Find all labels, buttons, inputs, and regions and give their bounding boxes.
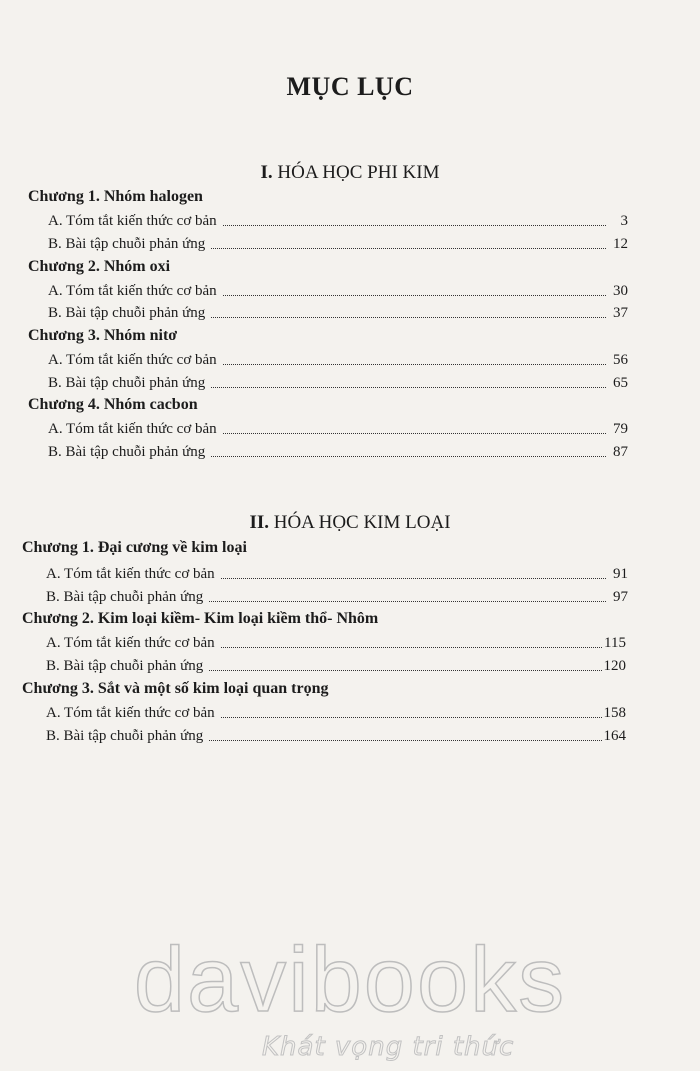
entry-label: A. Tóm tắt kiến thức cơ bản: [46, 566, 215, 582]
page-title: MỤC LỤC: [286, 72, 414, 101]
entry-label: A. Tóm tắt kiến thức cơ bản: [48, 421, 217, 437]
entry-label: B. Bài tập chuỗi phản ứng: [48, 444, 206, 460]
part-name: HÓA HỌC KIM LOẠI: [273, 512, 451, 533]
page-number: 12: [613, 236, 628, 252]
leader-dots: [209, 669, 601, 671]
page-number: 37: [613, 305, 628, 321]
toc-entry[interactable]: [48, 236, 628, 253]
toc-entry[interactable]: [46, 566, 628, 583]
part-roman: II.: [249, 512, 269, 533]
leader-dots: [211, 455, 606, 457]
chapter-heading: Chương 1. Đại cương về kim loại: [22, 539, 247, 556]
page-number: 65: [613, 375, 628, 391]
toc-entry[interactable]: [48, 305, 628, 322]
page-number: 97: [613, 589, 628, 605]
chapter-heading: Chương 2. Nhóm oxi: [28, 258, 171, 275]
toc-entry[interactable]: [48, 213, 628, 230]
chapter-heading: Chương 3. Sắt và một số kim loại quan trọng: [22, 680, 329, 697]
toc-entry[interactable]: [48, 352, 628, 369]
page-number: 56: [613, 352, 628, 368]
entry-label: A. Tóm tắt kiến thức cơ bản: [46, 635, 215, 651]
davibooks-watermark-logo: davibooks: [133, 929, 567, 1031]
part-title-2: [0, 512, 700, 534]
toc-entry[interactable]: [46, 635, 626, 652]
leader-dots: [223, 432, 606, 434]
page-number: 120: [603, 658, 626, 674]
page-number: 79: [613, 421, 628, 437]
leader-dots: [221, 716, 602, 718]
leader-dots: [223, 224, 606, 226]
toc-entry[interactable]: [46, 728, 626, 745]
watermark-slogan: Khát vọng tri thức: [262, 1032, 515, 1062]
leader-dots: [211, 386, 606, 388]
chapter-heading: Chương 1. Nhóm halogen: [28, 188, 203, 205]
page-number: 115: [604, 635, 626, 651]
toc-entry[interactable]: [48, 421, 628, 438]
toc-entry[interactable]: [48, 283, 628, 300]
entry-label: B. Bài tập chuỗi phản ứng: [48, 236, 206, 252]
page-number: 87: [613, 444, 628, 460]
entry-label: A. Tóm tắt kiến thức cơ bản: [48, 213, 217, 229]
toc-entry[interactable]: [46, 589, 628, 606]
leader-dots: [221, 577, 606, 579]
leader-dots: [223, 363, 606, 365]
page-number: 3: [620, 213, 628, 229]
page-number: 164: [603, 728, 626, 744]
entry-label: B. Bài tập chuỗi phản ứng: [48, 375, 206, 391]
chapter-heading: Chương 2. Kim loại kiềm- Kim loại kiềm thổ- Nhôm: [22, 610, 379, 627]
toc-entry[interactable]: [48, 375, 628, 392]
toc-entry[interactable]: [48, 444, 628, 461]
page-number: 158: [603, 705, 626, 721]
leader-dots: [221, 646, 602, 648]
toc-entry[interactable]: [46, 705, 626, 722]
toc-entry[interactable]: [46, 658, 626, 675]
entry-label: A. Tóm tắt kiến thức cơ bản: [48, 352, 217, 368]
part-name: HÓA HỌC PHI KIM: [277, 162, 440, 183]
page-number: 91: [613, 566, 628, 582]
part-roman: I.: [260, 162, 273, 183]
entry-label: B. Bài tập chuỗi phản ứng: [48, 305, 206, 321]
entry-label: B. Bài tập chuỗi phản ứng: [46, 728, 204, 744]
part-title-1: [0, 162, 700, 184]
leader-dots: [211, 247, 606, 249]
chapter-heading: Chương 4. Nhóm cacbon: [28, 396, 198, 413]
leader-dots: [223, 294, 606, 296]
entry-label: B. Bài tập chuỗi phản ứng: [46, 589, 204, 605]
entry-label: A. Tóm tắt kiến thức cơ bản: [46, 705, 215, 721]
chapter-heading: Chương 3. Nhóm nitơ: [28, 327, 178, 344]
leader-dots: [209, 600, 606, 602]
entry-label: A. Tóm tắt kiến thức cơ bản: [48, 283, 217, 299]
entry-label: B. Bài tập chuỗi phản ứng: [46, 658, 204, 674]
page-number: 30: [613, 283, 628, 299]
leader-dots: [209, 739, 601, 741]
leader-dots: [211, 316, 606, 318]
